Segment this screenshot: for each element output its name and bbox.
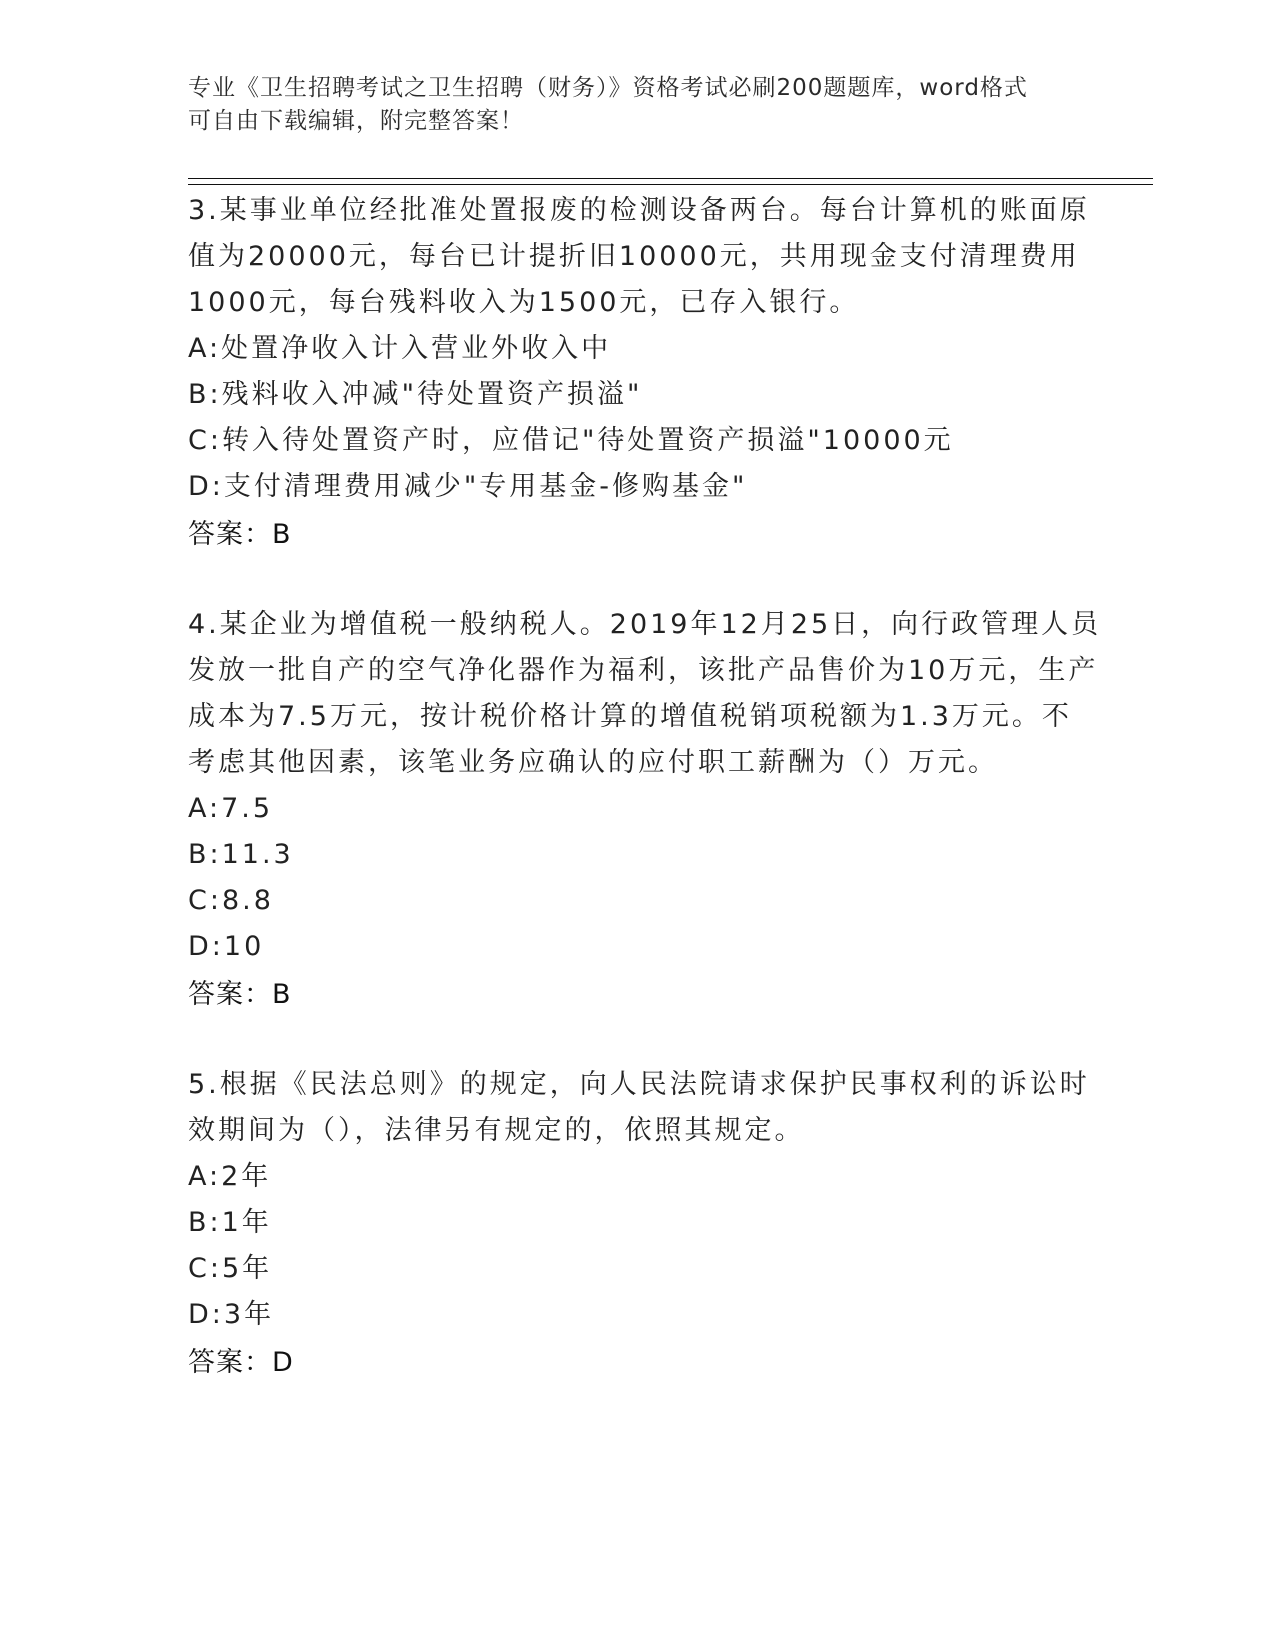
option-a: A:处置净收入计入营业外收入中 xyxy=(188,333,612,364)
question-stem-line: 值为20000元，每台已计提折旧10000元，共用现金支付清理费用 xyxy=(188,241,1080,272)
header-title-line-2: 可自由下载编辑，附完整答案！ xyxy=(188,108,524,134)
question-stem-line: 考虑其他因素，该笔业务应确认的应付职工薪酬为（）万元。 xyxy=(188,747,998,778)
question-stem-line: 5.根据《民法总则》的规定，向人民法院请求保护民事权利的诉讼时 xyxy=(188,1069,1090,1100)
header-divider-bottom xyxy=(188,184,1153,185)
option-b: B:11.3 xyxy=(188,839,294,870)
option-b: B:残料收入冲减"待处置资产损溢" xyxy=(188,379,643,410)
question-stem-line: 1000元，每台残料收入为1500元，已存入银行。 xyxy=(188,287,860,318)
option-c: C:转入待处置资产时，应借记"待处置资产损溢"10000元 xyxy=(188,425,954,456)
option-a: A:7.5 xyxy=(188,793,274,824)
option-a: A:2年 xyxy=(188,1161,272,1192)
option-d: D:支付清理费用减少"专用基金-修购基金" xyxy=(188,471,748,502)
question-stem-line: 发放一批自产的空气净化器作为福利，该批产品售价为10万元，生产 xyxy=(188,655,1099,686)
question-stem-line: 成本为7.5万元，按计税价格计算的增值税销项税额为1.3万元。不 xyxy=(188,701,1072,732)
option-c: C:8.8 xyxy=(188,885,274,916)
document-header xyxy=(188,72,1068,138)
question-3 xyxy=(188,188,1088,558)
question-5 xyxy=(188,1062,1088,1386)
option-c: C:5年 xyxy=(188,1253,273,1284)
question-4 xyxy=(188,602,1102,1018)
question-stem-line: 3.某事业单位经批准处置报废的检测设备两台。每台计算机的账面原 xyxy=(188,195,1090,226)
header-title-line-1: 专业《卫生招聘考试之卫生招聘（财务）》资格考试必刷200题题库，word格式 xyxy=(188,75,1028,101)
answer-label: 答案：D xyxy=(188,1347,294,1378)
option-b: B:1年 xyxy=(188,1207,272,1238)
question-stem-line: 4.某企业为增值税一般纳税人。2019年12月25日，向行政管理人员 xyxy=(188,609,1102,640)
question-list xyxy=(188,188,1102,1430)
answer-label: 答案：B xyxy=(188,519,292,550)
question-stem-line: 效期间为（），法律另有规定的，依照其规定。 xyxy=(188,1115,805,1146)
answer-label: 答案：B xyxy=(188,979,292,1010)
option-d: D:3年 xyxy=(188,1299,275,1330)
option-d: D:10 xyxy=(188,931,265,962)
header-divider-top xyxy=(188,178,1153,179)
